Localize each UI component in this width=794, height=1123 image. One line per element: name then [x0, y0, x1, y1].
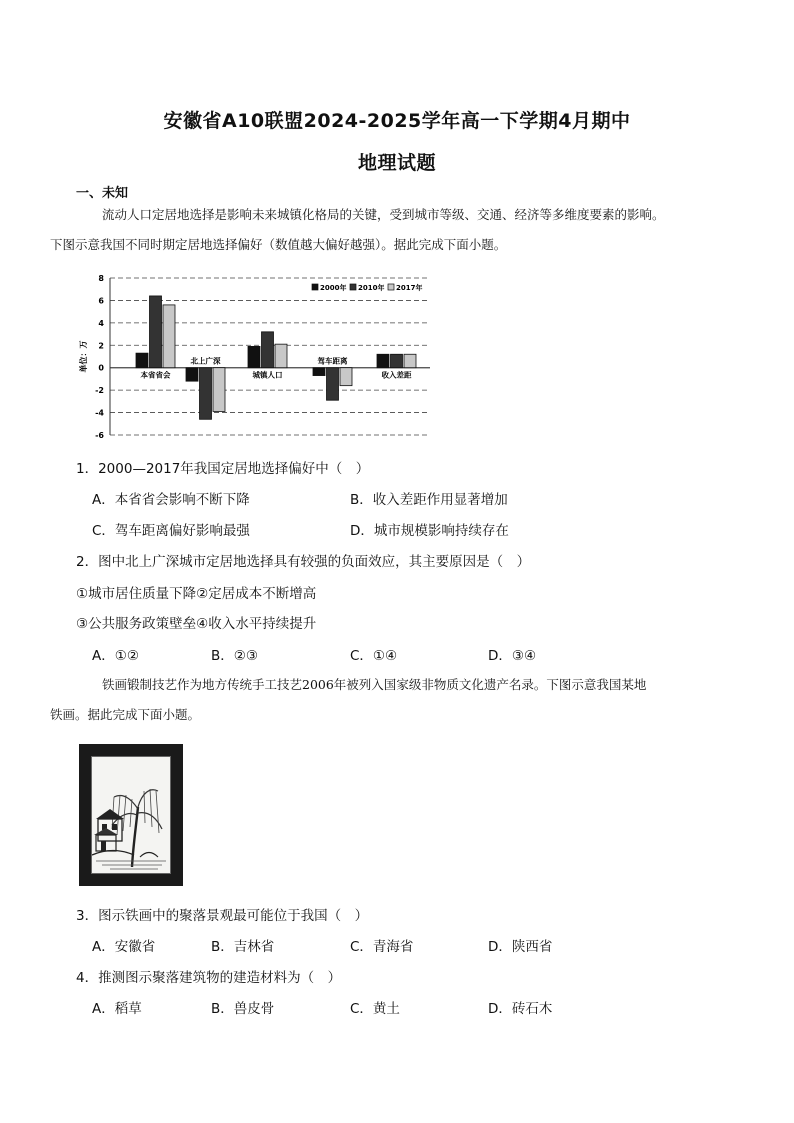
q4-option-a[interactable]: A．稻草 — [92, 1001, 142, 1017]
y-tick-label: 6 — [98, 296, 104, 306]
y-tick-label: 8 — [98, 274, 104, 283]
category-label: 本省省会 — [140, 370, 171, 380]
q1-option-c[interactable]: C．驾车距离偏好影响最强 — [92, 523, 250, 539]
q1-option-a[interactable]: A．本省省会影响不断下降 — [92, 492, 250, 508]
bar — [163, 305, 175, 368]
q3-option-a[interactable]: A．安徽省 — [92, 939, 156, 955]
q2-option-b[interactable]: B．②③ — [211, 648, 258, 664]
passage-2 — [50, 670, 726, 730]
page-subtitle: 地理试题 — [357, 152, 436, 174]
q2-statements-2: ③公共服务政策壁垒④收入水平持续提升 — [76, 616, 317, 632]
y-tick-label: 0 — [98, 363, 104, 373]
legend-label: 2017年 — [396, 284, 423, 292]
question-2-stem: 2．图中北上广深城市定居地选择具有较强的负面效应，其主要原因是（ ） — [76, 554, 531, 570]
bar — [248, 346, 260, 367]
q4-option-c[interactable]: C．黄土 — [350, 1001, 400, 1017]
passage-2-line-2: 铁画。据此完成下面小题。 — [50, 707, 201, 722]
q1-option-d[interactable]: D．城市规模影响持续存在 — [350, 523, 509, 539]
page-title: 安徽省A10联盟2024-2025学年高一下学期4月期中 — [163, 110, 631, 132]
q3-option-b[interactable]: B．吉林省 — [211, 939, 275, 955]
y-tick-label: -4 — [95, 408, 104, 418]
q2-option-d[interactable]: D．③④ — [488, 648, 537, 664]
question-3-stem: 3．图示铁画中的聚落景观最可能位于我国（ ） — [76, 908, 369, 924]
bar — [327, 368, 339, 401]
q3-option-c[interactable]: C．青海省 — [350, 939, 414, 955]
iron-painting-illustration — [92, 757, 170, 873]
q4-option-b[interactable]: B．兽皮骨 — [211, 1001, 275, 1017]
bar — [275, 344, 287, 368]
q1-option-b[interactable]: B．收入差距作用显著增加 — [350, 492, 508, 508]
legend-label: 2000年 — [320, 284, 347, 292]
bar — [404, 354, 416, 367]
passage-2-line-1: 铁画锻制技艺作为地方传统手工技艺2006年被列入国家级非物质文化遗产名录。下图示意我国某地 — [102, 677, 647, 692]
q2-statements-1: ①城市居住质量下降②定居成本不断增高 — [76, 586, 317, 602]
passage-1-line-2: 下图示意我国不同时期定居地选择偏好（数值越大偏好越强）。据此完成下面小题。 — [50, 237, 507, 252]
y-tick-label: 4 — [98, 318, 104, 328]
passage-1 — [50, 200, 726, 260]
preference-bar-chart — [72, 270, 442, 442]
q4-option-d[interactable]: D．砖石木 — [488, 1001, 553, 1017]
bar — [262, 332, 274, 368]
passage-1-line-1: 流动人口定居地选择是影响未来城镇化格局的关键，受到城市等级、交通、经济等多维度要素的影响。 — [102, 207, 665, 222]
legend-swatch — [312, 284, 318, 290]
bar — [340, 368, 352, 386]
q2-option-c[interactable]: C．①④ — [350, 648, 398, 664]
bar — [391, 354, 403, 367]
category-label: 驾车距离 — [317, 356, 348, 366]
y-axis-label: 单位：万 — [79, 340, 88, 373]
legend-swatch — [388, 284, 394, 290]
question-1-stem: 1．2000—2017年我国定居地选择偏好中（ ） — [76, 461, 370, 477]
legend-label: 2010年 — [358, 284, 385, 292]
iron-painting-image — [79, 744, 183, 886]
y-tick-label: -6 — [95, 431, 104, 440]
y-tick-label: -2 — [95, 386, 104, 396]
category-label: 北上广深 — [190, 356, 221, 366]
question-4-stem: 4．推测图示聚落建筑物的建造材料为（ ） — [76, 970, 342, 986]
q2-option-a[interactable]: A．①② — [92, 648, 139, 664]
bar — [377, 354, 389, 367]
section-heading: 一、未知 — [76, 186, 129, 201]
bar — [213, 368, 225, 412]
bar — [313, 368, 325, 376]
y-tick-label: 2 — [98, 341, 104, 351]
bar — [136, 353, 148, 368]
q3-option-d[interactable]: D．陕西省 — [488, 939, 553, 955]
bar — [186, 368, 198, 381]
bar — [200, 368, 212, 420]
iron-painting-canvas — [91, 756, 171, 874]
category-label: 城镇人口 — [252, 370, 283, 380]
bar — [150, 296, 162, 368]
category-label: 收入差距 — [381, 370, 412, 380]
legend-swatch — [350, 284, 356, 290]
